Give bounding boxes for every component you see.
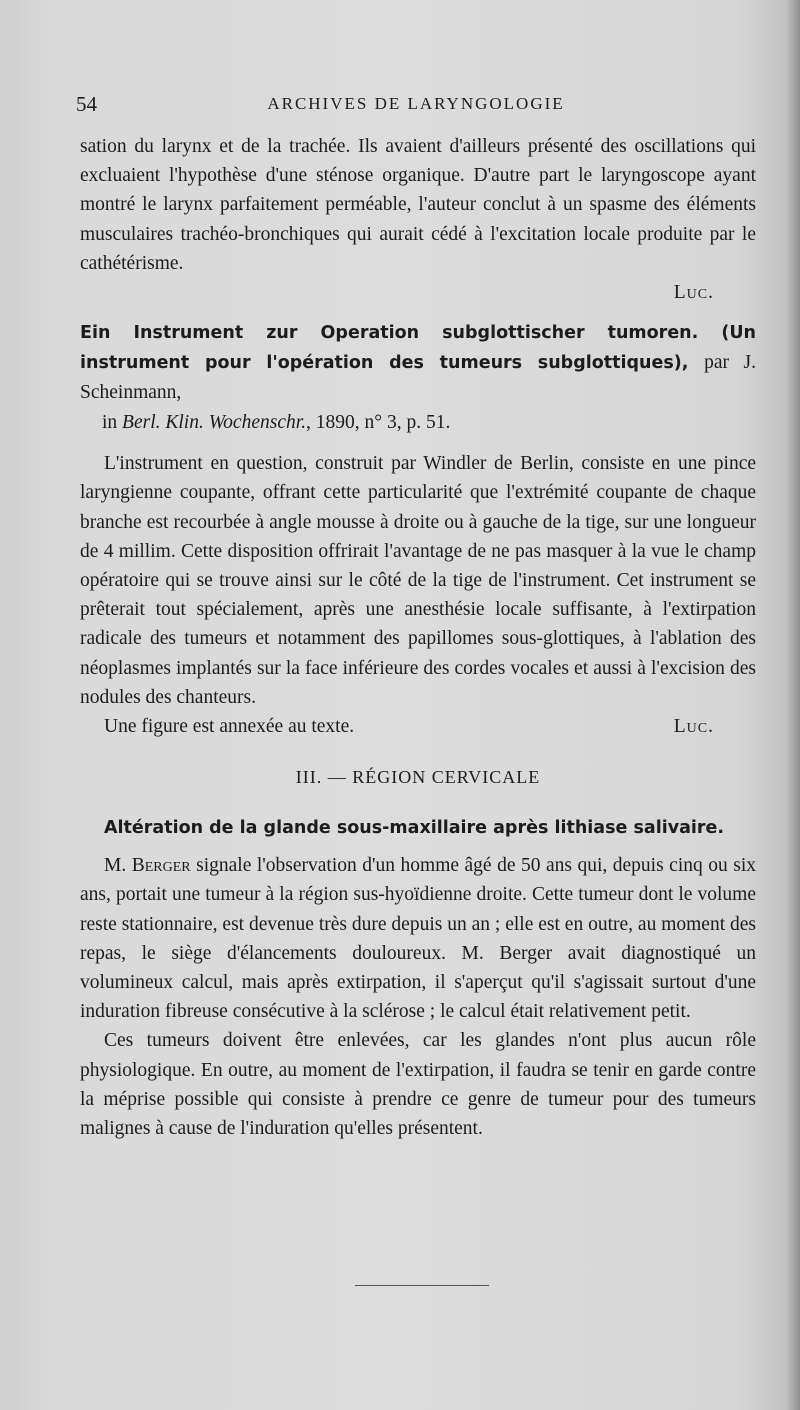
- author-name: Berger: [131, 855, 191, 877]
- continuation-paragraph: sation du larynx et de la trachée. Ils avaient d'ailleurs présenté des oscillations qui excluaient l'hypothèse d'une sténose organique. D'autre part le laryngoscope ayant montré le larynx parfaitement perméable, l'auteur conclut à un spasme des éléments musculaires trachéo-bronchiques qui aurait cédé à l'excitation locale produite par le cathétérisme.: [80, 136, 756, 274]
- page-edge-shadow: [786, 0, 800, 1410]
- body-text: [80, 132, 756, 1143]
- article-paragraph: M. Berger signale l'observation d'un homme âgé de 50 ans qui, depuis cinq ou six ans, portait une tumeur à la région sus-hyoïdienne droite. Cette tumeur dont le volume reste stationnaire, est devenue très dure depuis un an ; elle est en outre, au moment des repas, le siège d'élancements douloureux. M. Berger avait diagnostiqué un volumineux calcul, mais après extirpation, il s'aperçut qu'il s'agissait surtout d'une induration fibreuse consécutive à la sclérose ; le calcul était relativement petit.: [80, 855, 756, 1023]
- article-title: Altération de la glande sous-maxillaire après lithiase salivaire.: [104, 818, 725, 839]
- section-heading: III. — RÉGION CERVICALE: [295, 767, 541, 788]
- page-number: 54: [76, 92, 97, 116]
- article-title: [80, 319, 756, 408]
- article-paragraph: L'instrument en question, construit par Windler de Berlin, consiste en une pince laryngienne coupante, offrant cette particularité que l'extrémité coupante de chaque branche est recourbée à angle mousse à droite ou à gauche de la tige, sur une longueur de 4 millim. Cette disposition offrirait l'avantage de ne pas masquer à la vue le champ opératoire qui se trouve ainsi sur le côté de la tige de l'instrument. Cet instrument se prêterait tout spécialement, après une anesthésie locale suffisante, à l'extirpation radicale des tumeurs et notamment des papillomes sous-glottiques, à l'ablation des néoplasmes implantés sur la face inférieure des cordes vocales et aussi à l'excision des nodules des chanteurs.: [80, 453, 756, 708]
- journal-name: Berl. Klin. Wochenschr.: [122, 412, 307, 434]
- running-header: [76, 92, 756, 122]
- end-rule: [355, 1285, 489, 1286]
- article-byline: par J. Scheinmann,: [80, 352, 757, 404]
- article-title-german: Ein Instrument zur Operation subglottischer tumoren.: [80, 323, 699, 344]
- article-citation: in Berl. Klin. Wochenschr., 1890, n° 3, p. 51.: [102, 412, 451, 434]
- signature: Luc.: [673, 282, 714, 304]
- running-title: ARCHIVES DE LARYNGOLOGIE: [267, 94, 565, 113]
- article-paragraph: Ces tumeurs doivent être enlevées, car les glandes n'ont plus aucun rôle physiologique. En outre, au moment de l'extirpation, il faudra se tenir en garde contre la méprise possible qui consiste à prendre ce genre de tumeur pour des tumeurs malignes à cause de l'induration qu'elles présentent.: [80, 1030, 756, 1140]
- signature: Luc.: [673, 716, 714, 738]
- article-title-french: (Un instrument pour l'opération des tumeurs subglottiques),: [80, 323, 757, 374]
- article-closing-line: Une figure est annexée au texte. Luc.: [80, 712, 756, 741]
